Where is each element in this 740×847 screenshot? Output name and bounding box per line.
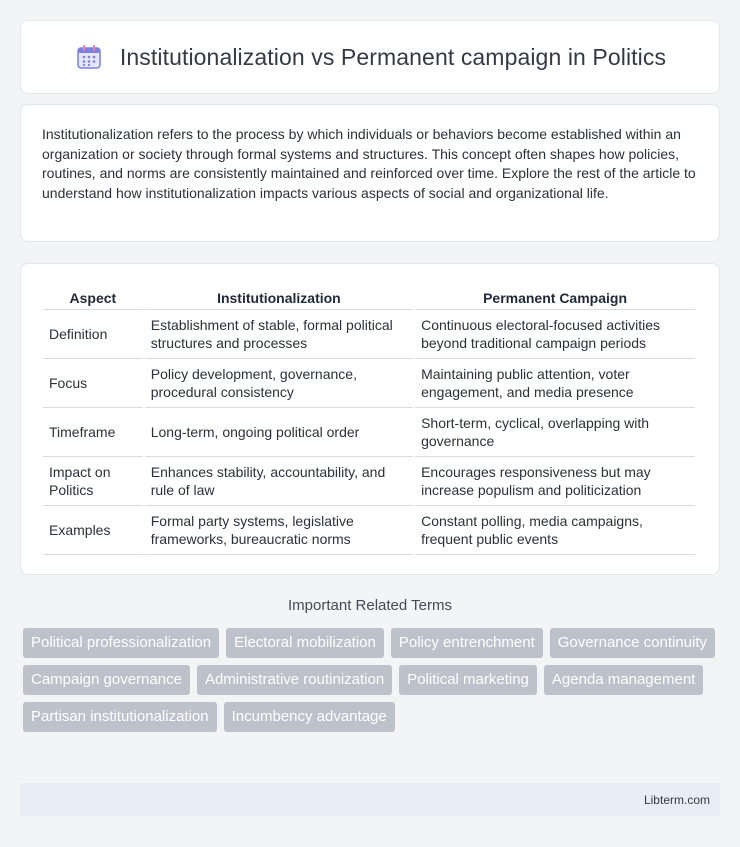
row-institutionalization: Formal party systems, legislative frameworks, bureaucratic norms [145,506,413,555]
header-institutionalization: Institutionalization [145,284,413,310]
header-card [20,20,720,94]
footer-site-link[interactable]: Libterm.com [643,792,710,807]
term-tag-administrative-routinization[interactable]: Administrative routinization [197,665,392,695]
related-terms-title: Important Related Terms [288,597,452,614]
table-row [43,310,695,359]
row-aspect: Definition [43,310,143,359]
title-wrap [74,42,666,72]
page-title: Institutionalization vs Permanent campaign in Politics [119,43,667,70]
table-row [43,359,695,408]
row-aspect: Focus [43,359,143,408]
row-aspect: Examples [43,506,143,555]
term-tag-incumbency-advantage[interactable]: Incumbency advantage [224,702,395,732]
row-aspect: Timeframe [43,408,143,457]
table-row [43,457,695,506]
row-institutionalization: Enhances stability, accountability, and rule of law [145,457,413,506]
row-institutionalization: Policy development, governance, procedural consistency [145,359,413,408]
calendar-icon [74,42,104,72]
header-aspect: Aspect [43,284,143,310]
comparison-table [41,284,697,555]
term-tag-agenda-management[interactable]: Agenda management [544,665,703,695]
intro-text: Institutionalization refers to the process by which individuals or behaviors become established within an organization or society through formal systems and structures. This concept often shapes how policies, routines, and norms are consistently maintained and reinforced over time. Explore the rest of the article to understand how institutionalization impacts various aspects of social and organizational life. [42,126,696,201]
row-permanent-campaign: Maintaining public attention, voter engagement, and media presence [415,359,695,408]
header-permanent-campaign: Permanent Campaign [415,284,695,310]
row-institutionalization: Establishment of stable, formal political structures and processes [145,310,413,359]
term-tag-political-professionalization[interactable]: Political professionalization [23,628,219,658]
term-tag-campaign-governance[interactable]: Campaign governance [23,665,190,695]
term-tag-partisan-institutionalization[interactable]: Partisan institutionalization [23,702,217,732]
row-permanent-campaign: Continuous electoral-focused activities beyond traditional campaign periods [415,310,695,359]
row-aspect: Impact on Politics [43,457,143,506]
term-tag-governance-continuity[interactable]: Governance continuity [550,628,715,658]
row-permanent-campaign: Constant polling, media campaigns, frequent public events [415,506,695,555]
table-row [43,408,695,457]
row-permanent-campaign: Short-term, cyclical, overlapping with governance [415,408,695,457]
intro-card [20,104,720,242]
footer [20,783,720,816]
row-permanent-campaign: Encourages responsiveness but may increase populism and politicization [415,457,695,506]
related-terms-list [23,628,723,732]
table-header-row [43,284,695,310]
term-tag-political-marketing[interactable]: Political marketing [399,665,537,695]
row-institutionalization: Long-term, ongoing political order [145,408,413,457]
term-tag-policy-entrenchment[interactable]: Policy entrenchment [391,628,543,658]
table-row [43,506,695,555]
term-tag-electoral-mobilization[interactable]: Electoral mobilization [226,628,384,658]
comparison-card [20,263,720,575]
